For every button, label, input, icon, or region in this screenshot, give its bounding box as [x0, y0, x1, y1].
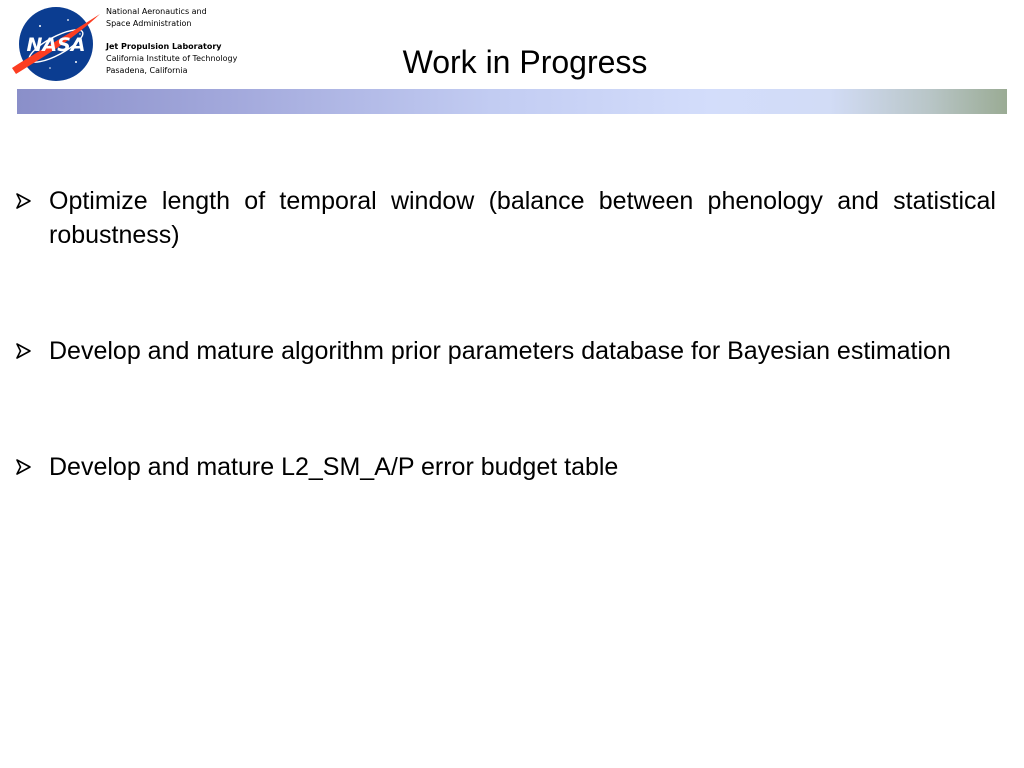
organization-block — [106, 6, 237, 77]
nasa-logo-text: NASA — [26, 34, 86, 56]
lab-name: Jet Propulsion Laboratory — [106, 42, 222, 51]
bullet-list — [14, 184, 996, 484]
bullet-text: Develop and mature algorithm prior parameters database for Bayesian estimation — [49, 337, 951, 365]
nasa-meatball-icon — [10, 4, 102, 84]
institute-name: California Institute of Technology — [106, 54, 238, 63]
bullet-item — [14, 334, 996, 368]
location: Pasadena, California — [106, 66, 188, 75]
bullet-item — [14, 184, 996, 252]
header-gradient-bar — [17, 89, 1007, 114]
bullet-text: Optimize length of temporal window (balance between phenology and statistical robustness) — [49, 187, 996, 249]
slide-title: Work in Progress — [402, 44, 648, 80]
org-line-2: Space Administration — [106, 19, 192, 28]
arrow-bullet-icon — [14, 184, 36, 218]
arrow-bullet-icon — [14, 334, 36, 368]
arrow-bullet-icon — [14, 450, 36, 484]
org-line-1: National Aeronautics and — [106, 7, 207, 16]
bullet-text: Develop and mature L2_SM_A/P error budget table — [49, 453, 619, 481]
bullet-item — [14, 450, 996, 484]
